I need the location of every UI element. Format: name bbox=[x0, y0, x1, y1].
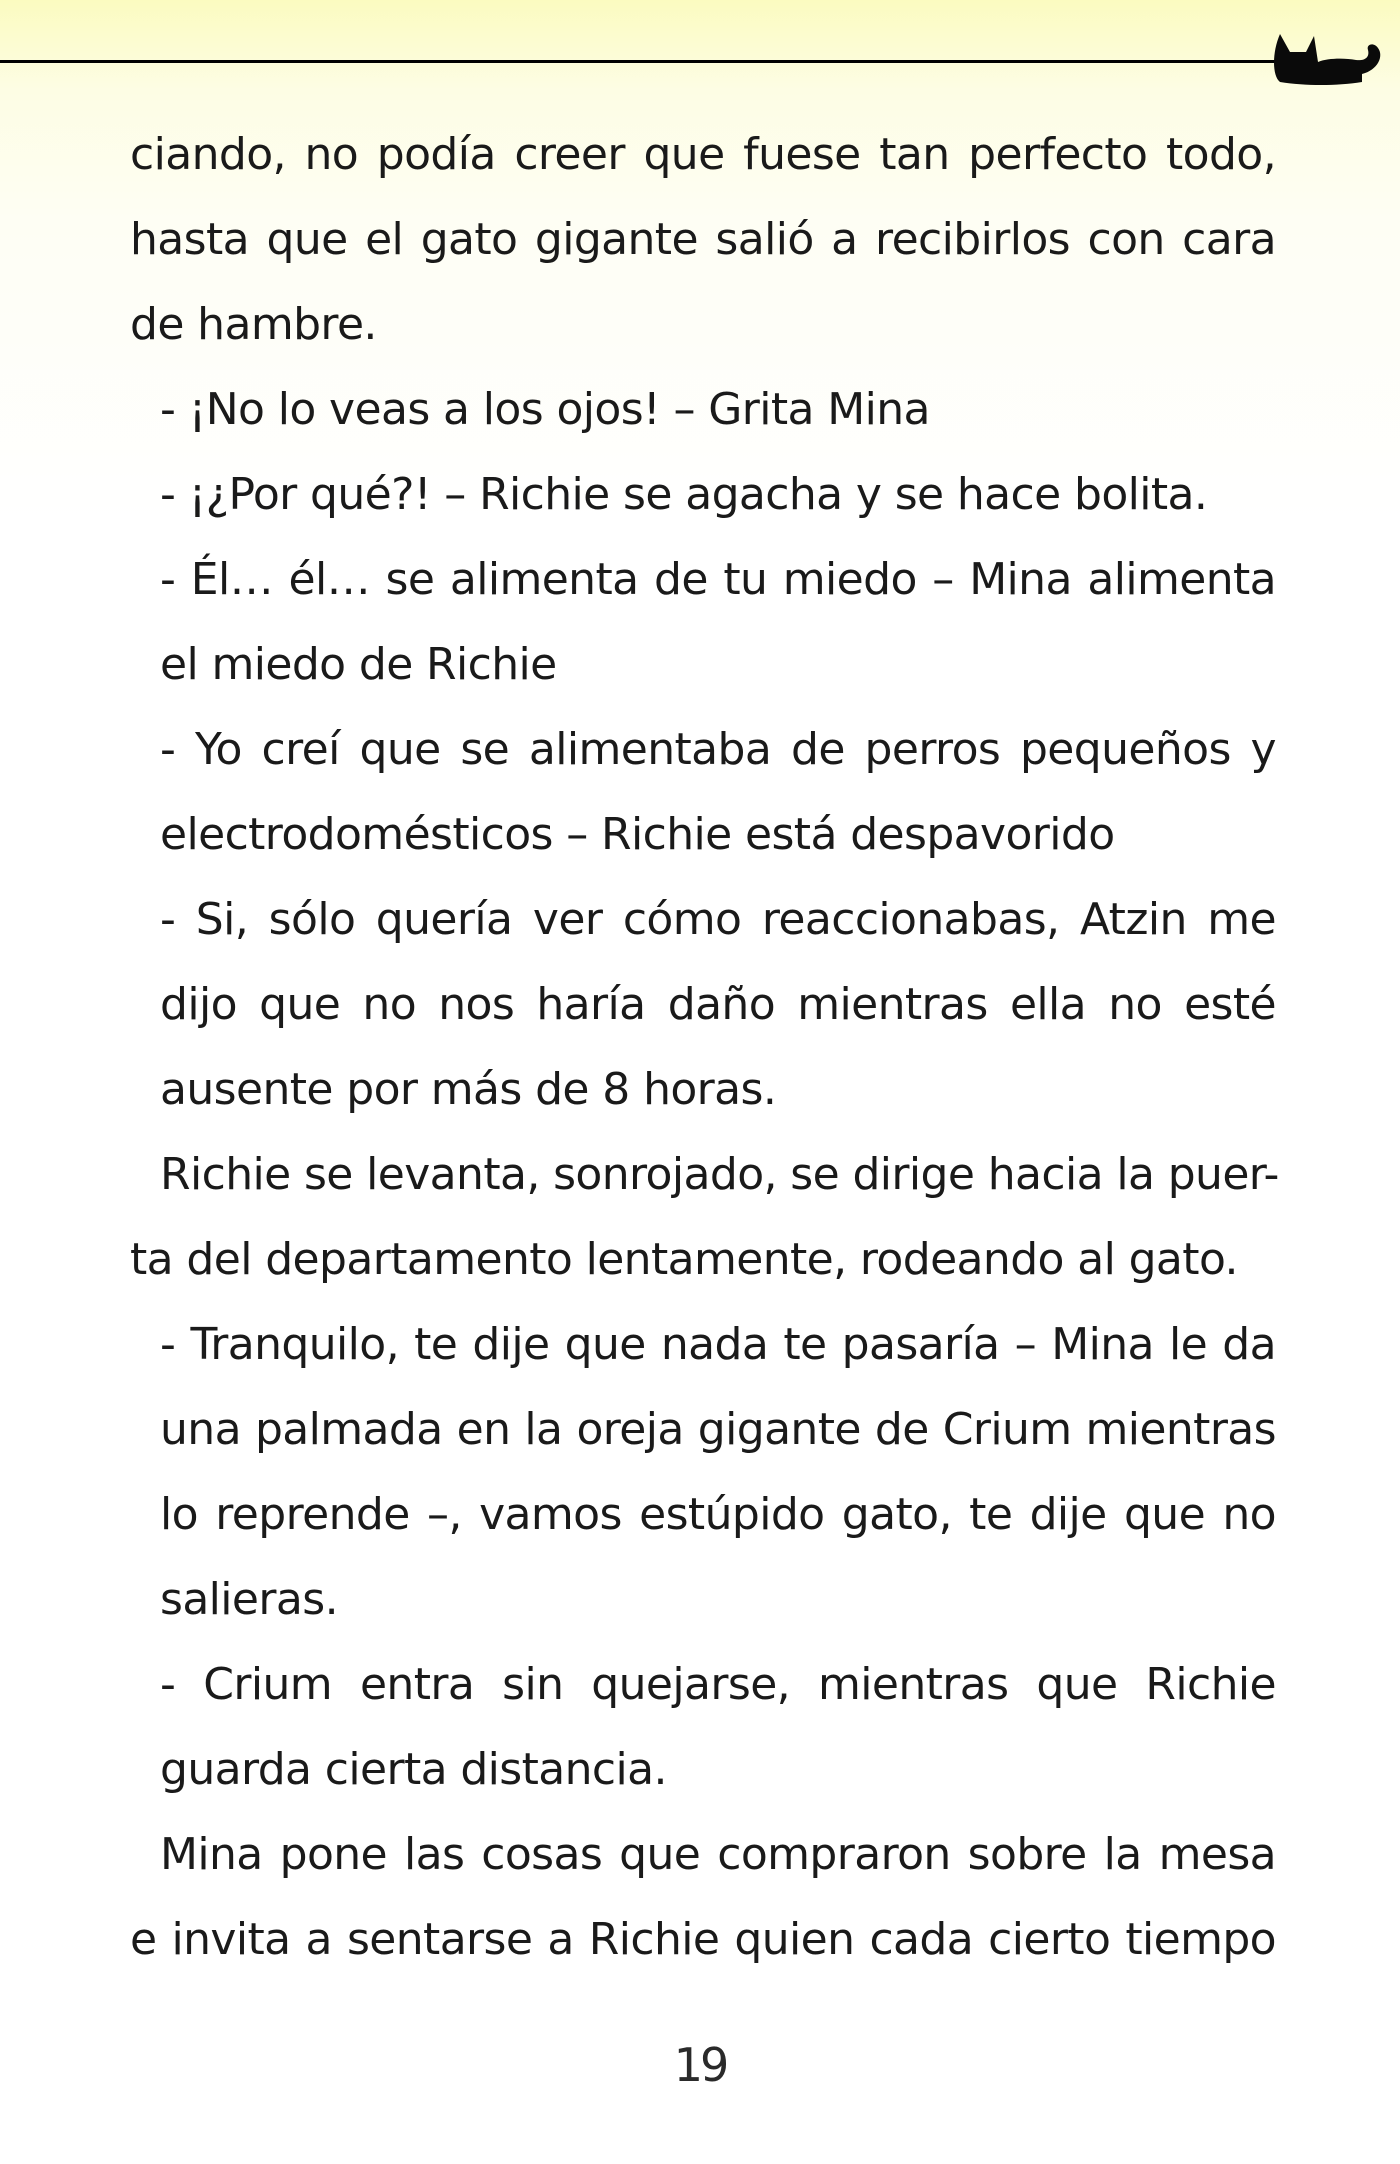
text-line: Mina pone las cosas que compraron sobre la mesa bbox=[160, 1829, 1276, 1880]
text-line: - Él… él… se alimenta de tu miedo – Mina alimenta bbox=[160, 554, 1276, 605]
text-line: - Yo creí que se alimentaba de perros pequeños y bbox=[160, 724, 1276, 775]
text-line: ciando, no podía creer que fuese tan perfecto todo, bbox=[130, 129, 1276, 180]
text-line: - Crium entra sin quejarse, mientras que Richie bbox=[160, 1659, 1276, 1710]
text-line: - Si, sólo quería ver cómo reaccionabas, Atzin me bbox=[160, 894, 1276, 945]
page-number: 19 bbox=[673, 2038, 727, 2092]
text-line: dijo que no nos haría daño mientras ella no esté bbox=[160, 979, 1276, 1030]
text-line: guarda cierta distancia. bbox=[160, 1744, 667, 1795]
text-line: una palmada en la oreja gigante de Crium mientras bbox=[160, 1404, 1276, 1455]
text-line: hasta que el gato gigante salió a recibirlos con cara bbox=[130, 214, 1276, 265]
text-line: de hambre. bbox=[130, 299, 377, 350]
text-line: electrodomésticos – Richie está despavorido bbox=[160, 809, 1115, 860]
text-line: e invita a sentarse a Richie quien cada cierto tiempo bbox=[130, 1914, 1276, 1965]
text-line: - ¡¿Por qué?! – Richie se agacha y se hace bolita. bbox=[160, 469, 1208, 520]
text-line: ausente por más de 8 horas. bbox=[160, 1064, 777, 1115]
header-rule bbox=[0, 60, 1280, 63]
text-line: lo reprende –, vamos estúpido gato, te dije que no bbox=[160, 1489, 1276, 1540]
text-line: el miedo de Richie bbox=[160, 639, 557, 690]
text-line: - Tranquilo, te dije que nada te pasaría – Mina le da bbox=[160, 1319, 1276, 1370]
body-text bbox=[130, 112, 1279, 1982]
text-line: ta del departamento lentamente, rodeando al gato. bbox=[130, 1234, 1238, 1285]
text-line: Richie se levanta, sonrojado, se dirige hacia la puer- bbox=[160, 1149, 1279, 1200]
text-line: - ¡No lo veas a los ojos! – Grita Mina bbox=[160, 384, 930, 435]
cat-silhouette-icon bbox=[1266, 22, 1384, 92]
text-line: salieras. bbox=[160, 1574, 338, 1625]
